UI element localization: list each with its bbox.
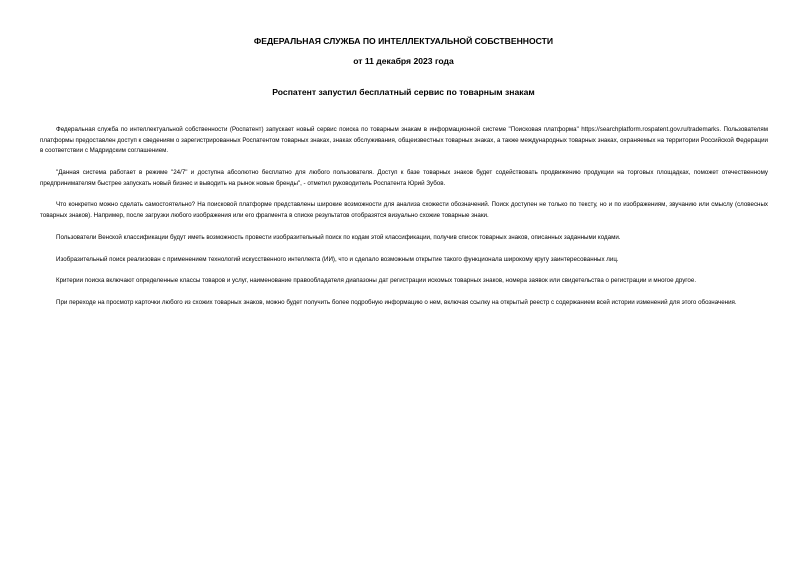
paragraph-5: Изобразительный поиск реализован с применением технологий искусственного интеллекта (ИИ), что и сделало возможным открытие такого функционала широкому кругу заинтересованных лиц. <box>56 255 619 263</box>
organization-heading: ФЕДЕРАЛЬНАЯ СЛУЖБА ПО ИНТЕЛЛЕКТУАЛЬНОЙ СОБСТВЕННОСТИ <box>253 36 554 46</box>
paragraph-2: "Данная система работает в режиме "24/7" и доступна абсолютно бесплатно для любого пользователя. Доступ к базе товарных знаков будет содействовать продвижению продукции на торговых площадках, поможет отечественному предпринимателям быстрее запускать новый бизнес и выводить на рынок новые бренды", - отметил руководитель Роспатента Юрий Зубов. <box>40 168 768 187</box>
paragraph-1: Федеральная служба по интеллектуальной собственности (Роспатент) запускает новый сервис поиска по товарным знакам в информационной системе "Поисковая платформа" https://searchplatform.rospatent.gov.ru/trademarks. Пользователям платформы предоставлен доступ к сведениям о зарегистрированных Роспатентом товарных знаках, знаках обслуживания, общеизвестных товарных знаках, а также международных товарных знаках, охраняемых на территории Российской Федерации в соответствии с Мадридским соглашением. <box>40 126 768 155</box>
document-title: Роспатент запустил бесплатный сервис по товарным знакам <box>272 87 535 97</box>
document-body <box>40 125 768 320</box>
paragraph-4: Пользователи Венской классификации будут иметь возможность провести изобразительный поиск по кодам этой классификации, получив список товарных знаков, описанных заданными кодами. <box>56 233 621 241</box>
paragraph-7: При переходе на просмотр карточки любого из схожих товарных знаков, можно будет получить более подробную информацию о нем, включая ссылку на открытый реестр с содержанием всей истории изменений для этого обозначения. <box>56 299 737 307</box>
document-date: от 11 декабря 2023 года <box>353 56 454 66</box>
paragraph-6: Критерии поиска включают определенные классы товаров и услуг, наименование правообладателя диапазоны дат регистрации искомых товарных знаков, номера заявок или свидетельства о регистрации и многое другое. <box>56 277 697 285</box>
paragraph-3: Что конкретно можно сделать самостоятельно? На поисковой платформе представлены широкие возможности для анализа схожести обозначений. Поиск доступен не только по тексту, но и по изображениям, звучанию или смыслу (словесных товарных знаков). Например, после загрузки любого изображения или его фрагмента в списке результатов отобразятся визуально схожие товарные знаки. <box>40 201 768 219</box>
